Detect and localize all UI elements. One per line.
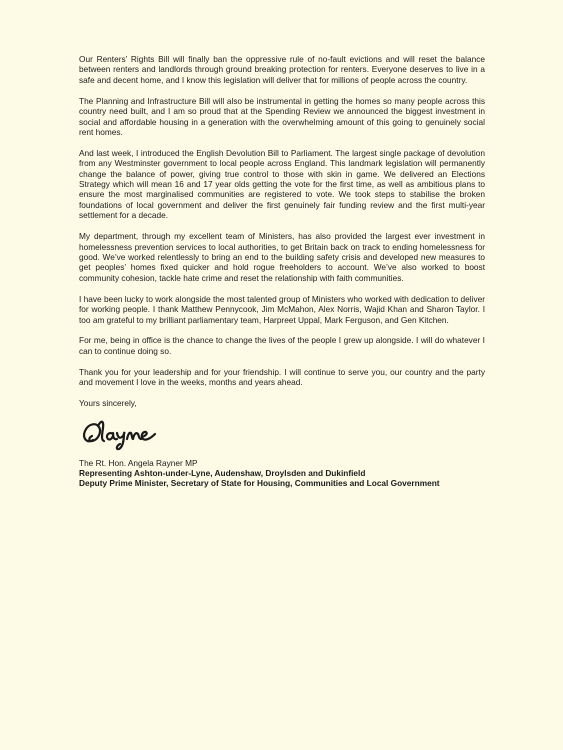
paragraph-planning-bill: The Planning and Infrastructure Bill will also be instrumental in getting the homes so many people across this country need built, and I am so proud that at the Spending Review we announced the biggest investment in social and affordable housing in a generation with the overwhelming amount of this going to genuinely social rent homes. — [79, 95, 485, 137]
paragraph-office: For me, being in office is the chance to change the lives of the people I grew up alongside. I will do whatever I can to continue doing so. — [79, 335, 485, 356]
closing-salutation: Yours sincerely, — [79, 398, 137, 409]
letter-body — [79, 54, 485, 488]
paragraph-renters-rights: Our Renters’ Rights Bill will finally ban the oppressive rule of no-fault evictions and will reset the balance between renters and landlords through ground breaking protection for renters. Everyone deserves to live in a safe and decent home, and I know this legislation will deliver that for millions of people across the country. — [79, 54, 485, 85]
handwritten-signature-icon — [79, 414, 179, 454]
paragraph-devolution-bill: And last week, I introduced the English Devolution Bill to Parliament. The largest single package of devolution from any Westminster government to local people across England. This landmark legislation will permanently change the balance of power, giving true control to those with skin in game. We delivered an Elections Strategy which will mean 16 and 17 year olds getting the vote for the first time, as well as ambitious plans to ensure the most marginalised communities are registered to vote. We took steps to stabilise the broken foundations of local government and deliver the first genuinely fair funding review and the first multi-year settlement for a decade. — [79, 147, 485, 221]
paragraph-ministers-thanks: I have been lucky to work alongside the most talented group of Ministers who worked with dedication to deliver for working people. I thank Matthew Pennycook, Jim McMahon, Alex Norris, Wajid Khan and Sharon Taylor. I too am grateful to my brilliant parliamentary team, Harpreet Uppal, Mark Ferguson, and Gen Kitchen. — [79, 293, 485, 325]
signatory-constituency: Representing Ashton-under-Lyne, Audenshaw, Droylsden and Dukinfield — [79, 468, 366, 479]
paragraph-thank-you: Thank you for your leadership and for your friendship. I will continue to serve you, our country and the party and movement I love in the weeks, months and years ahead. — [79, 366, 485, 388]
signatory-name: The Rt. Hon. Angela Rayner MP — [79, 458, 198, 469]
signature-block — [79, 458, 485, 488]
paragraph-homelessness: My department, through my excellent team of Ministers, has also provided the largest ever investment in homelessness prevention services to local authorities, to get Britain back on track to ending homelessness for good. We’ve worked relentlessly to bring an end to the building safety crisis and developed new measures to get peoples’ homes fixed quicker and hold rogue freeholders to account. We’ve also worked to boost community cohesion, tackle hate crime and reset the relationship with faith communities. — [79, 231, 485, 283]
signatory-roles: Deputy Prime Minister, Secretary of State for Housing, Communities and Local Government — [79, 478, 440, 489]
